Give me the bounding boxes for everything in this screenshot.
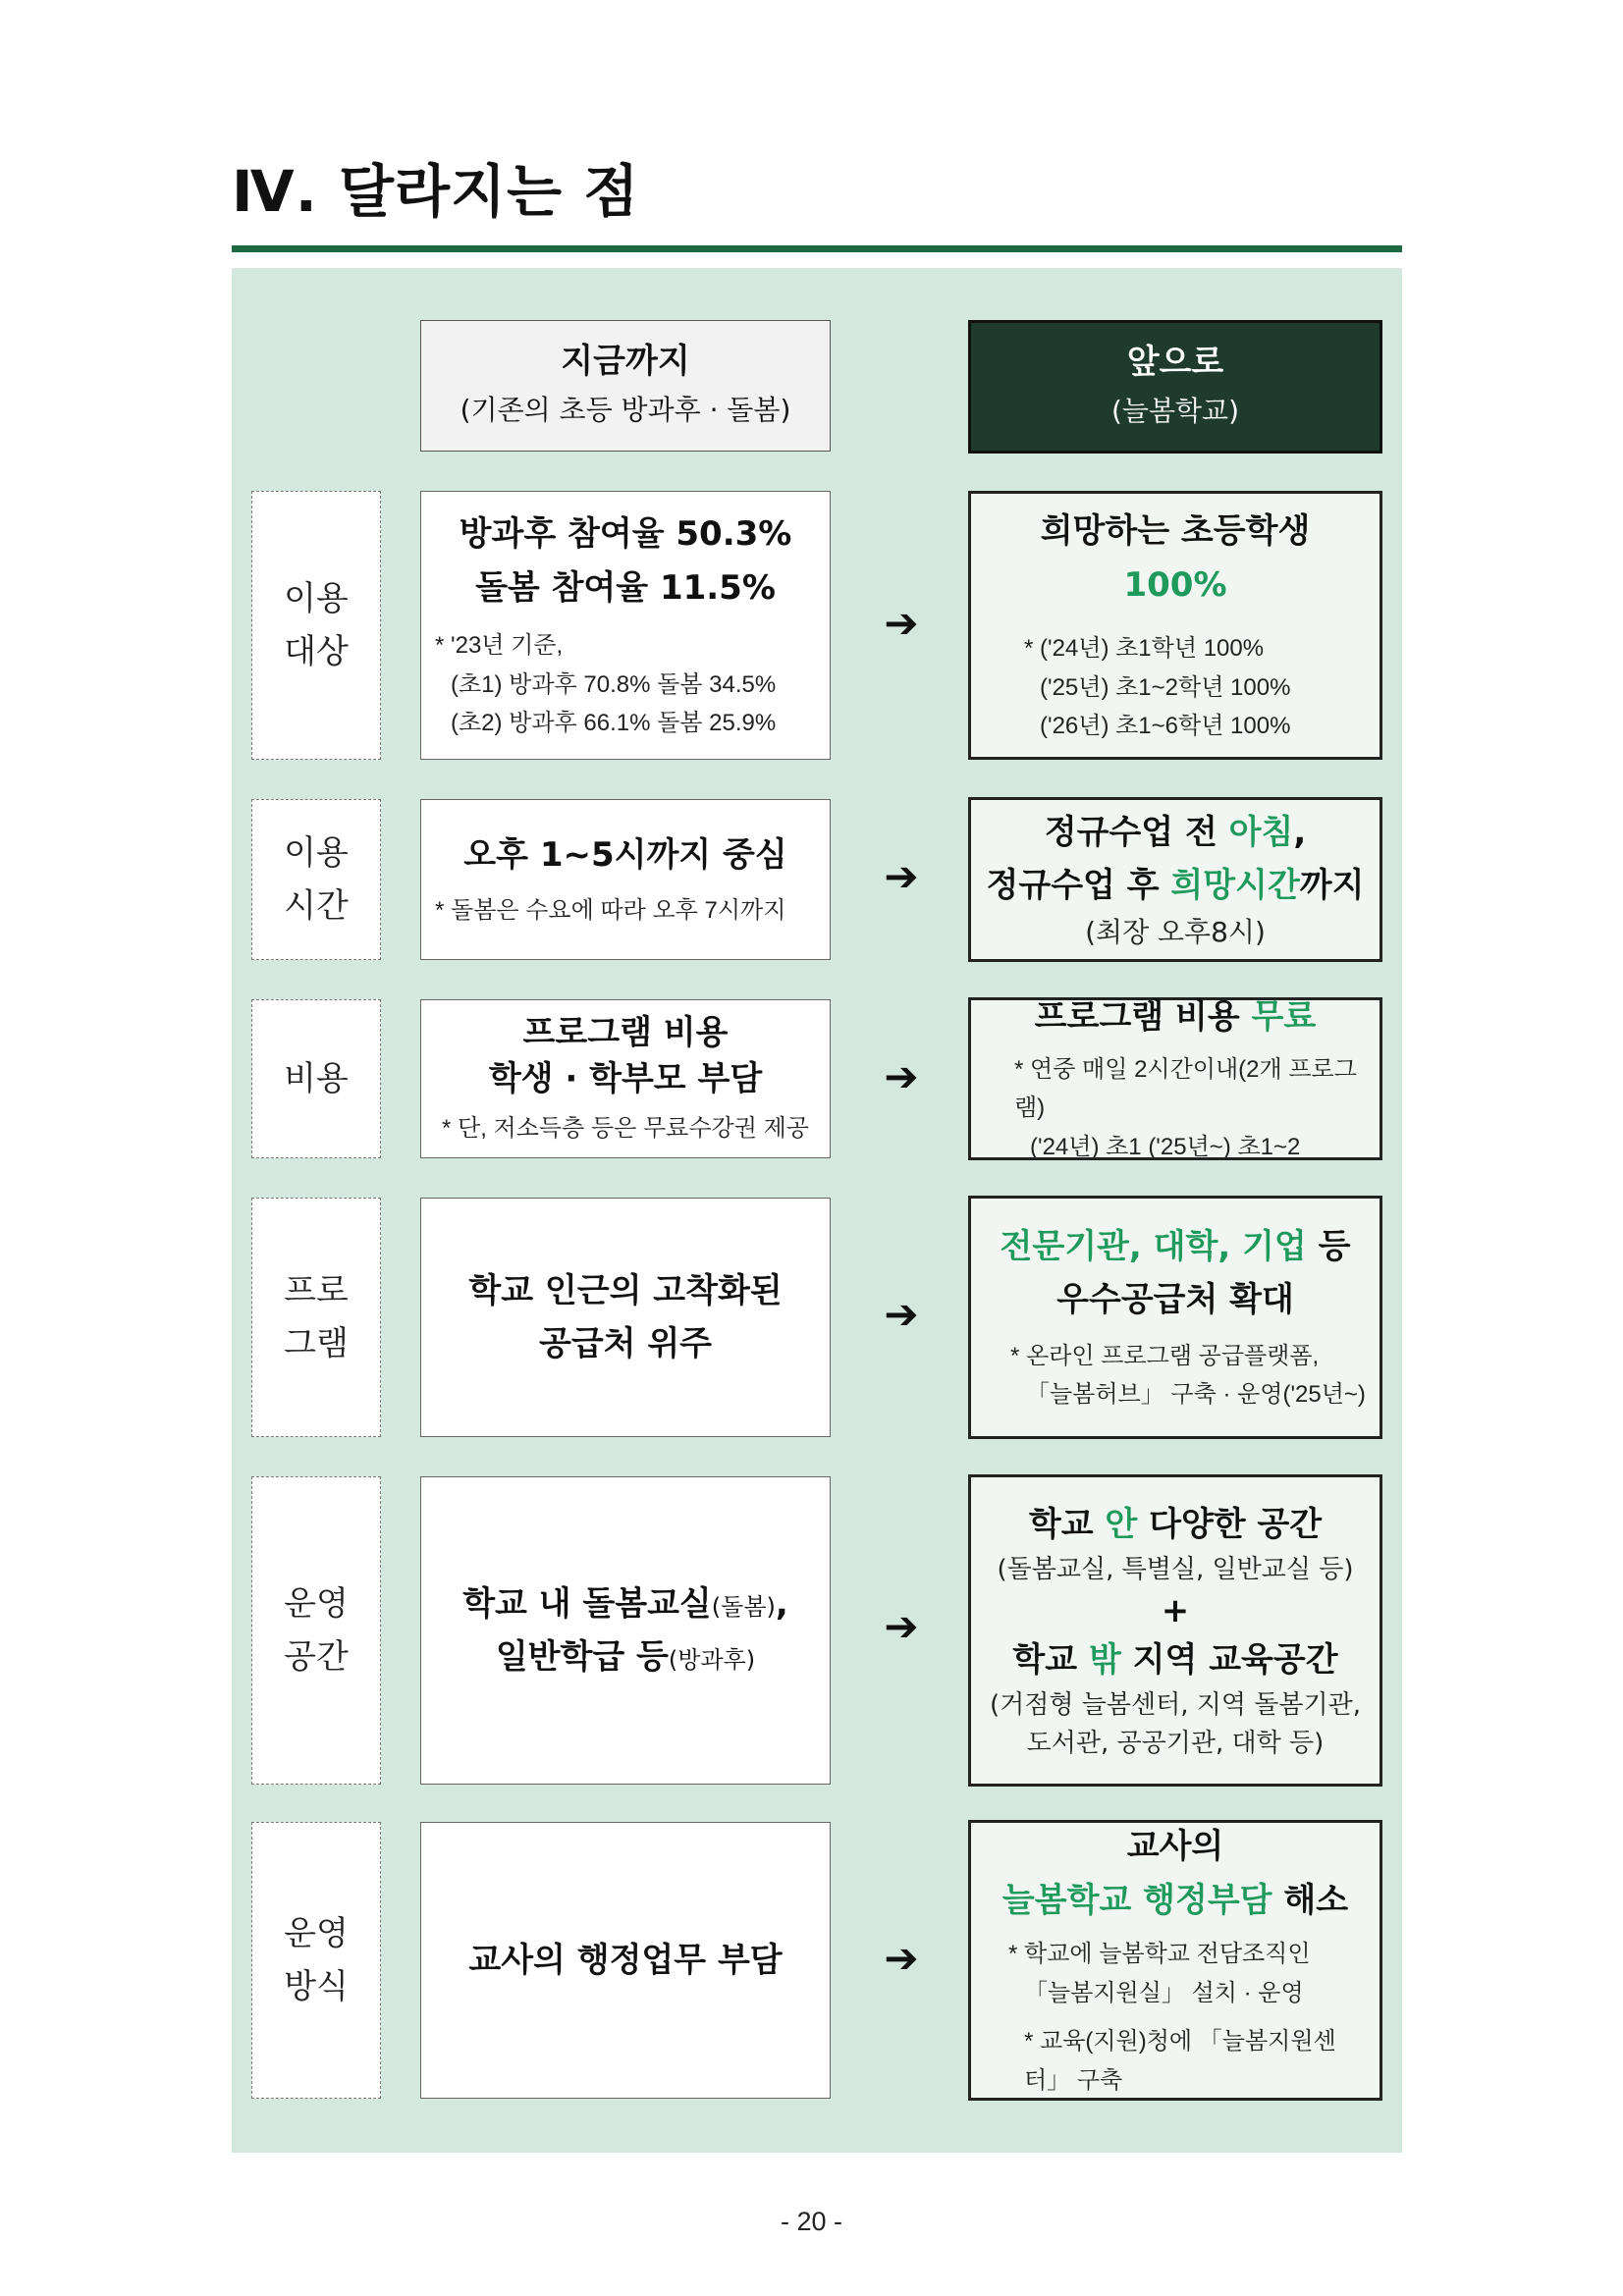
time-before-main: 오후 1~5시까지 중심	[463, 835, 787, 875]
row-label-text: 그램	[284, 1324, 349, 1363]
note-line: (초2) 방과후 66.1% 돌봄 25.9%	[451, 710, 777, 737]
note-line: ('24년) 초1 ('25년~) 초1~2	[1030, 1134, 1301, 1160]
space-after-sub3: 도서관, 공공기관, 대학 등)	[1026, 1728, 1325, 1758]
time-before-box	[420, 799, 831, 960]
method-before-box	[420, 1822, 831, 2099]
row-label-text: 운영	[284, 1913, 349, 1953]
note-line: ('26년) 초1~6학년 100%	[1040, 713, 1291, 740]
header-before-subtitle: (기존의 초등 방과후 · 돌봄)	[460, 394, 791, 427]
arrow-icon: ➔	[884, 1934, 919, 1982]
program-after-line2: 우수공급처 확대	[1056, 1280, 1294, 1320]
note-line: * 연중 매일 2시간이내(2개 프로그램)	[1014, 1055, 1357, 1122]
arrow-icon: ➔	[884, 1290, 919, 1338]
note-text: * 돌봄은 수요에 따라 오후 7시까지	[435, 897, 786, 925]
care-participation: 돌봄 참여율 11.5%	[475, 567, 776, 608]
row-label-program	[251, 1198, 381, 1437]
plus-icon: +	[1161, 1591, 1190, 1631]
cost-after-main: 프로그램 비용 무료	[1034, 997, 1317, 1038]
note-text	[979, 1050, 1372, 1167]
highlight-text: 무료	[1251, 997, 1317, 1038]
space-after-line1: 학교 안 다양한 공간	[1028, 1505, 1323, 1545]
note-text	[985, 629, 1290, 746]
program-after-line1: 전문기관, 대학, 기업 등	[1000, 1227, 1351, 1267]
time-after-sub: (최장 오후8시)	[1085, 916, 1266, 949]
program-before-box	[420, 1198, 831, 1437]
row-label-cost	[251, 999, 381, 1158]
row-label-text: 비용	[284, 1058, 349, 1098]
target-after-main: 희망하는 초등학생 100%	[1040, 511, 1311, 605]
program-before-line2: 공급처 위주	[538, 1324, 713, 1363]
header-after-title: 앞으로	[1126, 342, 1224, 382]
header-after	[968, 320, 1382, 454]
cost-before-line2: 학생 · 학부모 부담	[488, 1059, 763, 1099]
note-line: * 교육(지원)청에 「늘봄지원센터」 구축	[1024, 2028, 1336, 2094]
row-label-text: 운영	[284, 1583, 349, 1624]
method-after-box	[968, 1820, 1382, 2101]
row-label-text: 시간	[284, 886, 349, 926]
highlight-text: 아침	[1228, 812, 1294, 852]
arrow-icon: ➔	[884, 1602, 919, 1650]
title-rule	[232, 245, 1402, 252]
method-after-line1: 교사의	[1126, 1827, 1224, 1867]
arrow-icon: ➔	[884, 1052, 919, 1100]
highlight-text: 희망시간	[1170, 866, 1300, 905]
afterschool-participation: 방과후 참여율 50.3%	[459, 514, 792, 555]
method-before-main: 교사의 행정업무 부담	[468, 1940, 783, 1980]
note-line: * 온라인 프로그램 공급플랫폼,	[1010, 1342, 1320, 1369]
space-before-line1: 학교 내 돌봄교실(돌봄),	[462, 1583, 788, 1624]
row-label-text: 이용	[284, 832, 349, 873]
highlight-text: 밖	[1088, 1639, 1121, 1680]
note-line: 「늘봄지원실」 설치 · 운영	[1024, 1979, 1304, 2006]
row-label-text: 방식	[284, 1967, 349, 2006]
space-after-line2: 학교 밖 지역 교육공간	[1012, 1639, 1338, 1680]
space-after-sub1: (돌봄교실, 특별실, 일반교실 등)	[997, 1555, 1354, 1585]
program-before-line1: 학교 인근의 고착화된	[468, 1270, 783, 1310]
target-after-box	[968, 491, 1382, 760]
cost-before-line1: 프로그램 비용	[522, 1012, 729, 1052]
space-after-box	[968, 1474, 1382, 1787]
note-line: 「늘봄허브」 구축 · 운영('25년~)	[1026, 1381, 1366, 1409]
space-before-box	[420, 1476, 831, 1785]
highlight-text: 안	[1105, 1505, 1138, 1545]
row-label-text: 프로	[284, 1270, 349, 1310]
note-line: * ('24년) 초1학년 100%	[1024, 635, 1265, 662]
method-after-line2: 늘봄학교 행정부담 해소	[1001, 1880, 1349, 1920]
note-text	[435, 626, 776, 743]
row-label-text: 공간	[284, 1637, 349, 1677]
cost-after-box	[968, 997, 1382, 1160]
note-line: * '23년 기준,	[435, 632, 564, 659]
note-text	[979, 1935, 1372, 2100]
note-line: ('25년) 초1~2학년 100%	[1040, 673, 1291, 701]
row-label-target	[251, 491, 381, 760]
row-label-text: 이용	[284, 578, 349, 618]
header-before-title: 지금까지	[561, 341, 690, 381]
page-number: - 20 -	[780, 2207, 843, 2236]
note-line: (초1) 방과후 70.8% 돌봄 34.5%	[451, 670, 777, 698]
target-before-box	[420, 491, 831, 760]
row-label-space	[251, 1476, 381, 1785]
header-after-subtitle: (늘봄학교)	[1110, 395, 1240, 428]
highlight-text: 100%	[1123, 564, 1227, 605]
note-line: * 학교에 늘봄학교 전담조직인	[1008, 1941, 1311, 1968]
time-after-box	[968, 797, 1382, 962]
arrow-icon: ➔	[884, 852, 919, 900]
highlight-text: 늘봄학교 행정부담	[1001, 1880, 1272, 1920]
note-text	[983, 1337, 1366, 1415]
page-title: Ⅳ. 달라지는 점	[232, 158, 640, 225]
note-text: * 단, 저소득층 등은 무료수강권 제공	[442, 1114, 809, 1142]
time-after-line2: 정규수업 후 희망시간까지	[986, 866, 1365, 905]
arrow-icon: ➔	[884, 599, 919, 647]
row-label-time	[251, 799, 381, 960]
space-after-sub2: (거점형 늘봄센터, 지역 돌봄기관,	[990, 1689, 1361, 1720]
row-label-text: 대상	[284, 632, 349, 671]
space-before-line2: 일반학급 등(방과후)	[495, 1637, 756, 1677]
cost-before-box	[420, 999, 831, 1158]
highlight-text: 전문기관, 대학, 기업	[1000, 1227, 1307, 1267]
time-after-line1: 정규수업 전 아침,	[1044, 812, 1307, 852]
header-before	[420, 320, 831, 452]
row-label-method	[251, 1822, 381, 2099]
program-after-box	[968, 1196, 1382, 1439]
